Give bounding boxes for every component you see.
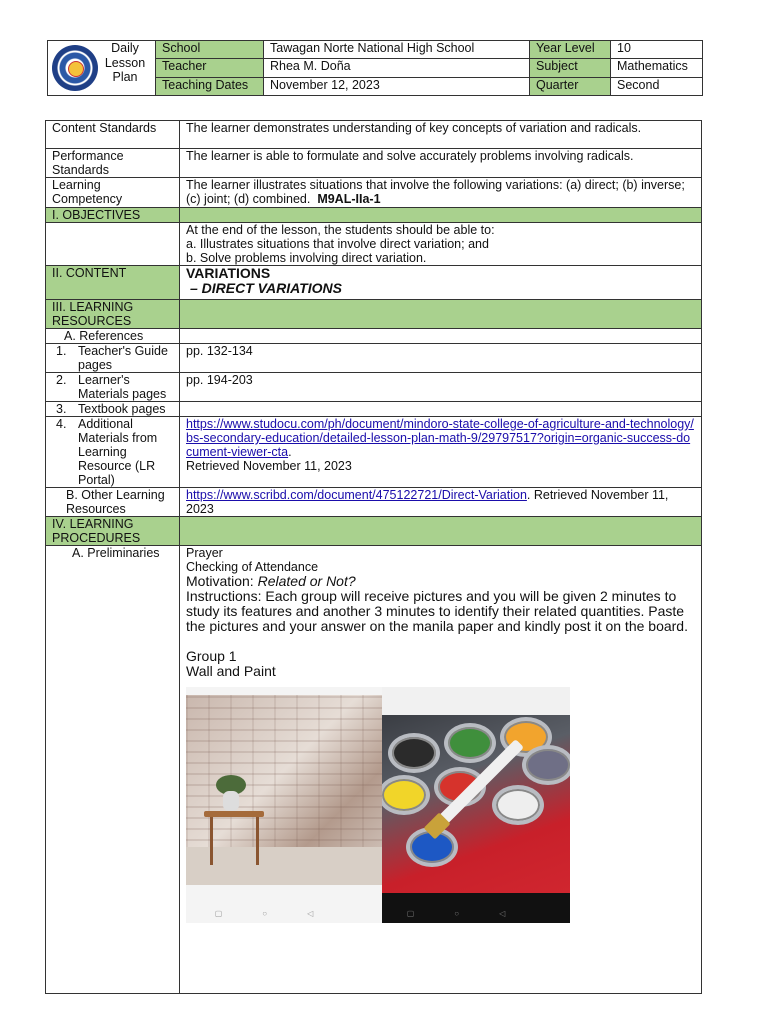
subject-value: Mathematics [611,59,703,77]
motivation-title: Related or Not? [257,573,356,589]
objective-a: a. Illustrates situations that involve direct variation; and [186,237,489,251]
learning-resources-heading: III. LEARNING RESOURCES [46,300,180,329]
additional-materials-cell: https://www.studocu.com/ph/document/mindoro-state-college-of-agriculture-and-technology/bs-secondary-education/detailed-lesson-plan-math-9/29797517?origin=organic-success-document-viewer-cta. Retrieved November 11, 2023 [180,417,702,488]
school-label: School [156,41,264,59]
other-resources-cell [180,488,702,517]
daily-lesson-plan-title: Daily Lesson Plan [104,41,146,84]
group-topic: Wall and Paint [186,663,276,679]
textbook-pages-value [180,402,702,417]
year-level-label: Year Level [530,41,611,59]
phone-nav-icons: ▢○◁ [214,909,354,918]
quarter-value: Second [611,77,703,95]
objectives-intro: At the end of the lesson, the students should be able to: [186,223,495,237]
phone-nav-icons-2: ▢○◁ [406,909,546,918]
subject-label: Subject [530,59,611,77]
topic-subtitle: – DIRECT VARIATIONS [190,280,342,296]
teaching-dates-value: November 12, 2023 [264,77,530,95]
competency-code: M9AL-IIa-1 [317,192,381,206]
additional-retrieved: Retrieved November 11, 2023 [186,459,352,473]
learning-competency-label: Learning Competency [46,178,180,208]
learning-competency-text: The learner illustrates situations that involve the following variations: (a) direct; (b) inverse; (c) joint; (d) combined. [186,178,685,206]
performance-standards-label: Performance Standards [46,149,180,178]
other-retrieved: . Retrieved November 11, 2023 [186,488,669,516]
procedures-heading: IV. LEARNING PROCEDURES [46,517,180,546]
deped-seal-logo [52,45,98,91]
references-label: A. References [46,329,180,344]
group-pictures [186,687,570,923]
objective-b: b. Solve problems involving direct variation. [186,251,427,265]
attendance-text: Checking of Attendance [186,560,319,574]
performance-standards-text: The learner is able to formulate and solve accurately problems involving radicals. [180,149,702,178]
motivation-line: Motivation: Related or Not? [186,573,356,589]
instructions-text: Instructions: Each group will receive pictures and you will be given 2 minutes to study its features and another 3 minutes to identify their related quantities. Paste the pictures and your answer on the manila paper and kindly post it on the board. [186,588,688,634]
header-table [47,40,703,96]
group-label: Group 1 [186,648,237,664]
teachers-guide-label: 1. Teacher's Guide pages [46,344,180,373]
objectives-heading: I. OBJECTIVES [46,208,180,223]
content-heading: II. CONTENT [46,266,180,300]
learners-materials-label: 2. Learner's Materials pages [46,373,180,402]
logo-cell [48,41,156,96]
learning-competency-cell [180,178,702,208]
school-value: Tawagan Norte National High School [264,41,530,59]
wall-picture [186,687,382,923]
content-standards-text: The learner demonstrates understanding of key concepts of variation and radicals. [180,121,702,149]
teacher-label: Teacher [156,59,264,77]
content-topic [180,266,702,300]
lesson-plan-table [45,120,702,994]
other-resources-label: B. Other Learning Resources [46,488,180,517]
learners-materials-pages: pp. 194-203 [180,373,702,402]
preliminaries-cell [180,546,702,994]
objectives-text [180,223,702,266]
textbook-pages-label: 3. Textbook pages [46,402,180,417]
year-level-value: 10 [611,41,703,59]
topic-title: VARIATIONS [186,265,271,281]
teachers-guide-pages: pp. 132-134 [180,344,702,373]
studocu-link[interactable]: https://www.studocu.com/ph/document/mindoro-state-college-of-agriculture-and-technology/bs-secondary-education/detailed-lesson-plan-math-9/29797517?origin=organic-success-document-viewer-cta [186,417,694,459]
content-standards-label: Content Standards [46,121,180,149]
quarter-label: Quarter [530,77,611,95]
teacher-value: Rhea M. Doña [264,59,530,77]
teaching-dates-label: Teaching Dates [156,77,264,95]
paint-cans-picture [382,687,570,923]
additional-materials-label: 4. Additional Materials from Learning Resource (LR Portal) [46,417,180,488]
prayer-text: Prayer [186,546,223,560]
preliminaries-label: A. Preliminaries [46,546,180,994]
scribd-link[interactable]: https://www.scribd.com/document/475122721/Direct-Variation [186,488,527,502]
